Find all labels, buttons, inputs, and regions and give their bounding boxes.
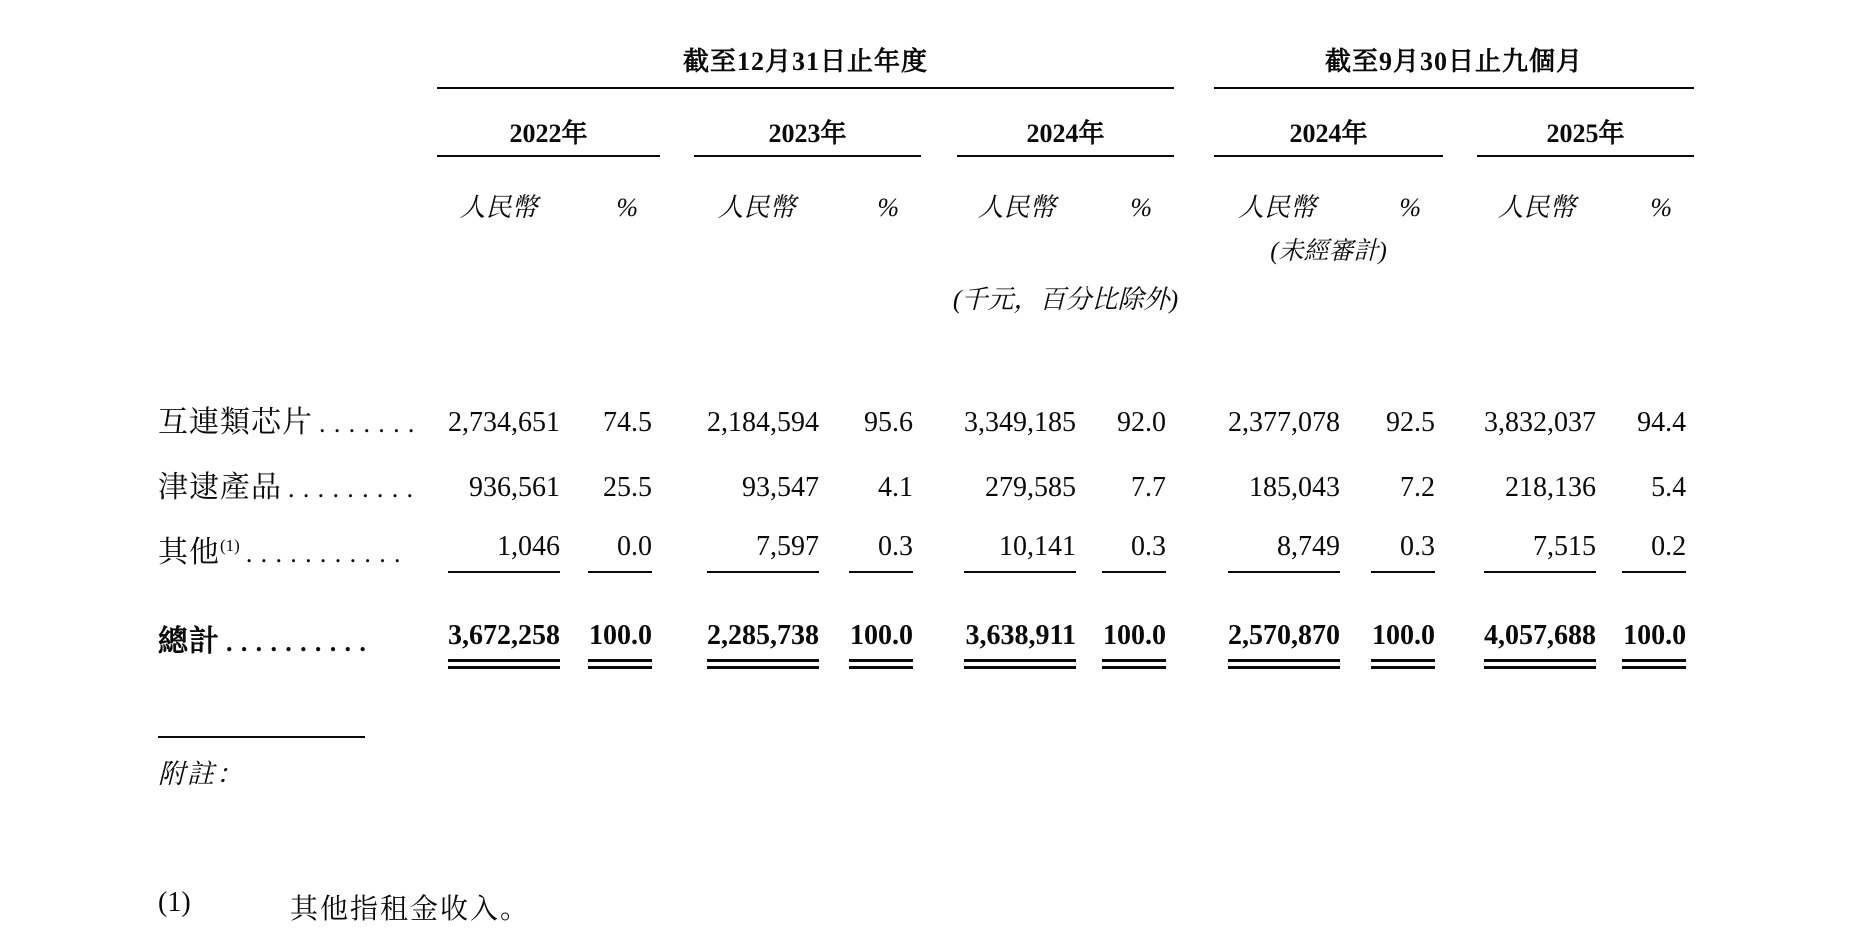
footnote-item (158, 887, 1860, 927)
pct-value: 25.5 (603, 471, 652, 503)
pct-value: 0.2 (1596, 520, 1694, 585)
pct-value: 7.2 (1400, 471, 1436, 503)
year-header-2024: 2024年 (957, 88, 1174, 156)
footnote-text: 其他指租金收入。 (290, 894, 531, 925)
pct-header: % (1650, 193, 1673, 222)
rmb-value: 10,141 (957, 520, 1076, 585)
year-header-2022: 2022年 (437, 88, 660, 156)
rmb-value: 279,585 (985, 471, 1076, 503)
footnotes-section (158, 736, 1860, 927)
dot-leader: ......... (288, 473, 422, 503)
footnote-marker: (1) (158, 887, 191, 918)
rmb-header: 人民幣 (977, 193, 1056, 222)
pct-value: 95.6 (864, 406, 913, 438)
rmb-value: 93,547 (742, 471, 819, 503)
year-header-2023: 2023年 (694, 88, 921, 156)
rmb-total: 2,285,738 (694, 585, 819, 684)
row-label: 總計 .......... (158, 624, 375, 658)
rmb-value: 185,043 (1249, 471, 1341, 503)
pct-value: 94.4 (1637, 406, 1687, 438)
table-row-jintide-products (158, 455, 1694, 520)
rmb-header: 人民幣 (717, 193, 796, 222)
pct-total: 100.0 (1076, 585, 1174, 684)
table-row-others (158, 520, 1694, 585)
rmb-header: 人民幣 (1497, 193, 1576, 222)
rmb-value: 218,136 (1505, 471, 1597, 503)
pct-value: 0.0 (560, 520, 660, 585)
rmb-total: 4,057,688 (1477, 585, 1596, 684)
unit-note-row (158, 274, 1694, 326)
table-row-total (158, 585, 1694, 684)
footnotes-heading: 附註： (158, 759, 245, 789)
pct-total: 100.0 (819, 585, 921, 684)
rmb-value: 7,515 (1477, 520, 1596, 585)
pct-value: 74.5 (603, 406, 652, 438)
row-label: 津逮產品 ......... (158, 470, 422, 504)
pct-total: 100.0 (1596, 585, 1694, 684)
rmb-value: 3,832,037 (1484, 406, 1597, 438)
pct-header: % (877, 193, 899, 222)
dot-leader: ....... (319, 408, 423, 438)
pct-value: 0.3 (1340, 520, 1443, 585)
pct-total: 100.0 (1340, 585, 1443, 684)
pct-value: 5.4 (1651, 471, 1687, 503)
pct-value: 4.1 (878, 471, 913, 503)
unaudited-note-row (158, 229, 1694, 274)
rmb-total: 3,638,911 (957, 585, 1076, 684)
rmb-header: 人民幣 (1238, 193, 1317, 222)
pct-value: 92.0 (1117, 406, 1167, 438)
prospectus-page (0, 20, 1860, 940)
unaudited-note: (未經審計) (1270, 238, 1387, 265)
rmb-total: 3,672,258 (437, 585, 560, 684)
footnote-divider (158, 736, 365, 738)
dot-leader: ........... (245, 538, 409, 568)
revenue-breakdown-table (158, 20, 1694, 684)
rmb-header: 人民幣 (459, 193, 538, 222)
pct-value: 0.3 (1076, 520, 1174, 585)
pct-value: 92.5 (1386, 406, 1436, 438)
row-label: 其他$^{(1)}$ ........... (158, 535, 409, 569)
year-header-2024-9m: 2024年 (1214, 88, 1443, 156)
pct-value: 0.3 (819, 520, 921, 585)
pct-value: 7.7 (1131, 471, 1167, 503)
year-header-row (158, 88, 1694, 156)
group-header-fiscal-years: 截至12月31日止年度 (437, 20, 1174, 88)
rmb-value: 8,749 (1214, 520, 1340, 585)
footnote-ref: (1) (220, 535, 240, 555)
rmb-value: 3,349,185 (964, 406, 1076, 438)
rmb-value: 7,597 (694, 520, 819, 585)
rmb-value: 1,046 (437, 520, 560, 585)
rmb-value: 936,561 (469, 471, 560, 503)
period-group-header-row (158, 20, 1694, 88)
dot-leader: .......... (226, 627, 375, 657)
pct-total: 100.0 (560, 585, 660, 684)
unit-note: (千元，百分比除外) (952, 285, 1179, 314)
currency-percent-header-row (158, 156, 1694, 229)
table-row-interconnect-chips (158, 390, 1694, 455)
rmb-value: 2,184,594 (707, 406, 819, 438)
rmb-value: 2,377,078 (1228, 406, 1341, 438)
pct-header: % (1130, 193, 1153, 222)
pct-header: % (616, 193, 638, 222)
spacer-row (158, 326, 1694, 390)
pct-header: % (1399, 193, 1422, 222)
rmb-total: 2,570,870 (1214, 585, 1340, 684)
rmb-value: 2,734,651 (448, 406, 560, 438)
year-header-2025-9m: 2025年 (1477, 88, 1694, 156)
row-label: 互連類芯片 ....... (158, 405, 423, 439)
group-header-nine-months: 截至9月30日止九個月 (1214, 20, 1694, 88)
